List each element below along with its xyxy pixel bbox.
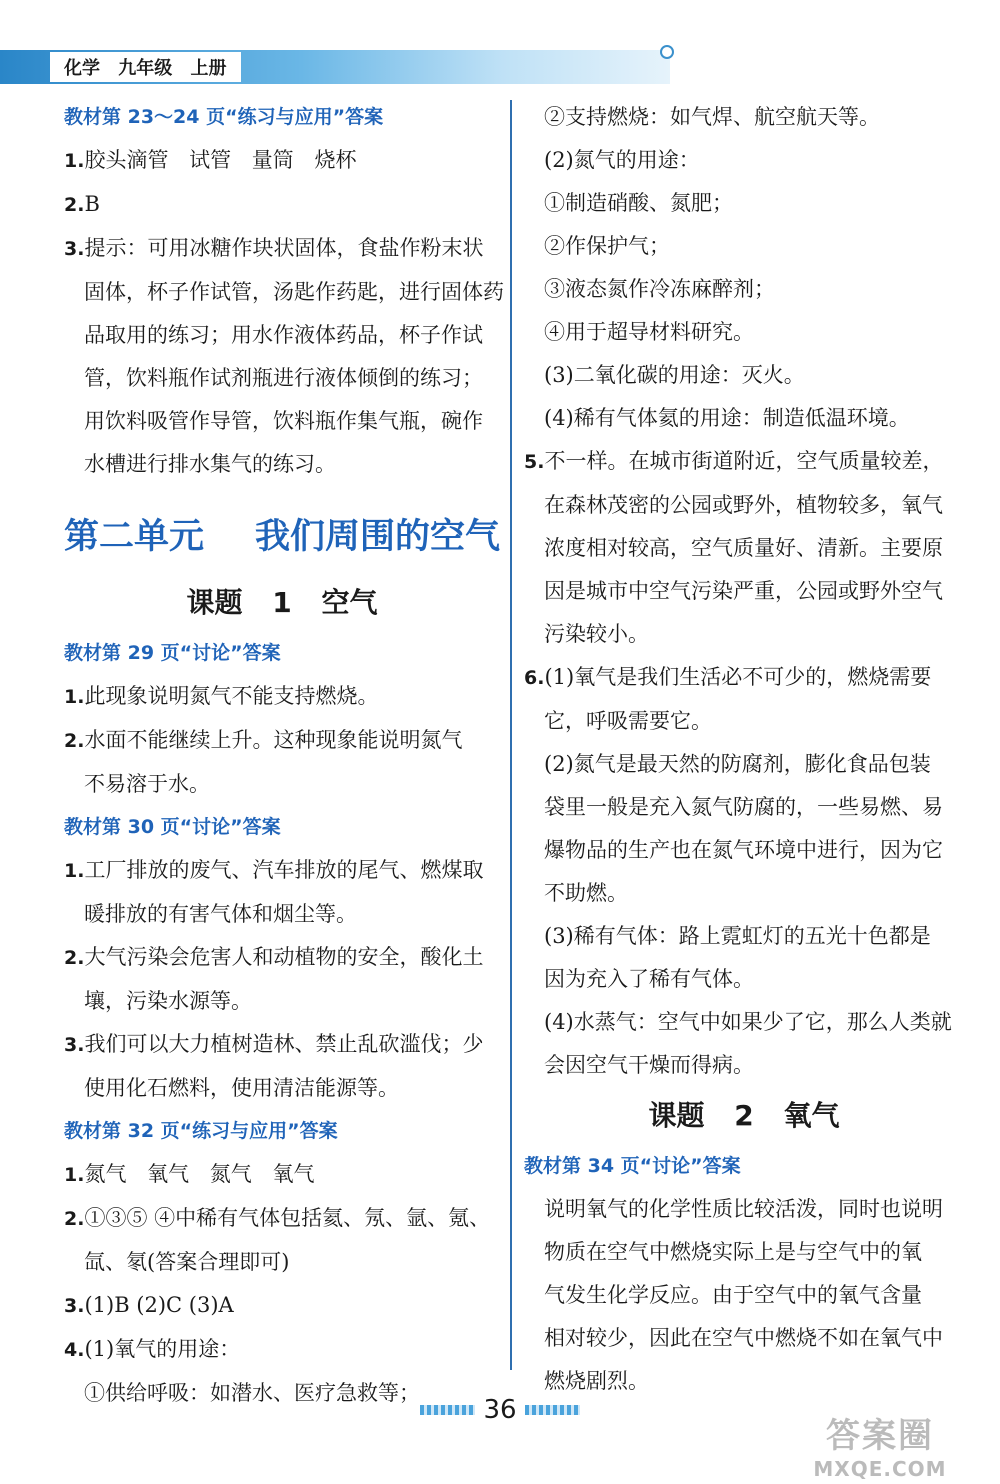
item-text: ③液态氮作冷冻麻醉剂； (544, 277, 775, 301)
item-text: (2)氮气是最天然的防腐剂，膨化食品包装 (544, 752, 931, 776)
section-heading: 教材第 29 页“讨论”答案 (64, 642, 281, 664)
book-title: 化学 九年级 上册 (50, 52, 241, 82)
item-text: 水面不能继续上升。这种现象能说明氮气 (84, 728, 463, 752)
item-text: (1)B (2)C (3)A (84, 1293, 234, 1317)
lesson-title: 课题 2 氧气 (648, 1099, 840, 1132)
item-text: 因为充入了稀有气体。 (544, 967, 754, 991)
answer-item (524, 440, 964, 656)
item-text: 大气污染会危害人和动植物的安全，酸化土 (84, 945, 484, 969)
left-column (64, 96, 504, 1415)
answer-item (64, 183, 500, 227)
item-text: 用饮料吸管作导管，饮料瓶作集气瓶，碗作 (84, 409, 483, 433)
answer-item (64, 936, 500, 1023)
item-text: 提示：可用冰糖作块状固体，食盐作粉末状 (84, 236, 484, 260)
item-text: 品取用的练习；用水作液体药品，杯子作试 (84, 323, 483, 347)
item-text: 浓度相对较高，空气质量好、清新。主要原 (544, 536, 943, 560)
item-text: 袋里一般是充入氮气防腐的，一些易燃、易 (544, 795, 943, 819)
unit-title (64, 500, 500, 574)
section-heading: 教材第 30 页“讨论”答案 (64, 816, 281, 838)
item-text: (3)二氧化碳的用途：灭火。 (544, 363, 805, 387)
item-number: 3. (64, 238, 85, 260)
item-text: 工厂排放的废气、汽车排放的尾气、燃煤取 (84, 858, 484, 882)
item-text: (4)稀有气体氦的用途：制造低温环境。 (544, 406, 910, 430)
item-text: 水槽进行排水集气的练习。 (84, 452, 336, 476)
item-text: ①供给呼吸：如潜水、医疗急救等； (84, 1381, 420, 1405)
item-text: 壤，污染水源等。 (84, 989, 252, 1013)
section-heading: 教材第 32 页“练习与应用”答案 (64, 1120, 338, 1142)
item-text: 此现象说明氮气不能支持燃烧。 (84, 684, 379, 708)
answer-item (64, 227, 504, 486)
item-text: (3)稀有气体：路上霓虹灯的五光十色都是 (544, 924, 931, 948)
item-text: 管，饮料瓶作试剂瓶进行液体倾倒的练习； (84, 366, 483, 390)
answer-item (64, 1023, 500, 1110)
item-text: (1)氧气是我们生活必不可少的，燃烧需要 (544, 665, 932, 689)
item-text: 爆物品的生产也在氮气环境中进行，因为它 (544, 838, 943, 862)
item-text: ②作保护气； (544, 234, 670, 258)
item-text: ①制造硝酸、氮肥； (544, 191, 733, 215)
item-number: 3. (64, 1295, 85, 1317)
item-text: 说明氧气的化学性质比较活泼，同时也说明 (544, 1197, 943, 1221)
item-number: 6. (524, 667, 545, 689)
item-text: ④用于超导材料研究。 (544, 320, 754, 344)
item-text: 不一样。在城市街道附近，空气质量较差， (544, 449, 944, 473)
item-number: 1. (64, 686, 85, 708)
item-number: 2. (64, 1208, 85, 1230)
answer-item (524, 656, 964, 1087)
unit-name: 我们周围的空气 (254, 517, 500, 557)
item-text: 暖排放的有害气体和烟尘等。 (84, 902, 357, 926)
item-text: 氙、氡(答案合理即可) (84, 1250, 290, 1274)
answer-item (64, 1328, 500, 1372)
answer-item (64, 719, 500, 806)
item-text: (1)氧气的用途： (84, 1337, 241, 1361)
watermark-url: MXQE.COM (813, 1456, 947, 1481)
item-text: 不易溶于水。 (84, 772, 210, 796)
right-column (524, 96, 964, 1403)
answer-item (64, 1284, 500, 1328)
item-text: 胶头滴管 试管 量筒 烧杯 (84, 148, 357, 172)
discussion-answer (524, 1188, 964, 1403)
item-text: 污染较小。 (544, 622, 649, 646)
item-number: 5. (524, 451, 545, 473)
item-number: 1. (64, 860, 85, 882)
item-text: 在森林茂密的公园或野外，植物较多，氧气 (544, 493, 943, 517)
item-text: 氮气 氧气 氮气 氧气 (84, 1162, 315, 1186)
item-text: 相对较少，因此在空气中燃烧不如在氧气中 (544, 1326, 943, 1350)
answer-item (64, 1197, 500, 1284)
item-text: 气发生化学反应。由于空气中的氧气含量 (544, 1283, 922, 1307)
item-number: 1. (64, 1164, 85, 1186)
item-text: ②支持燃烧：如气焊、航空航天等。 (544, 105, 880, 129)
item-text: 物质在空气中燃烧实际上是与空气中的氧 (544, 1240, 922, 1264)
item-text: ①③⑤ ④中稀有气体包括氦、氖、氩、氪、 (84, 1206, 491, 1230)
header-circle-icon (660, 45, 674, 59)
item-number: 1. (64, 150, 85, 172)
item-text: 它，呼吸需要它。 (544, 709, 712, 733)
item-text: 不助燃。 (544, 881, 628, 905)
item-text: 固体，杯子作试管，汤匙作药匙，进行固体药 (84, 280, 504, 304)
footer-ornament (525, 1405, 580, 1415)
item-number: 3. (64, 1034, 85, 1056)
item-text: B (84, 192, 100, 216)
unit-number: 第二单元 (64, 517, 205, 557)
item-number: 4. (64, 1339, 85, 1361)
watermark-text: 答案圈 (826, 1415, 934, 1456)
item-number: 2. (64, 730, 85, 752)
item-text: 使用化石燃料，使用清洁能源等。 (84, 1076, 399, 1100)
answer-item (64, 675, 500, 719)
answer-item (64, 1153, 500, 1197)
item-text: (2)氮气的用途： (544, 148, 700, 172)
lesson-title: 课题 1 空气 (186, 586, 378, 619)
item-number: 2. (64, 194, 85, 216)
section-heading: 教材第 34 页“讨论”答案 (524, 1155, 741, 1177)
section-heading: 教材第 23～24 页“练习与应用”答案 (64, 106, 384, 128)
item-number: 2. (64, 947, 85, 969)
item-text: 因是城市中空气污染严重，公园或野外空气 (544, 579, 943, 603)
answer-item (64, 849, 500, 936)
answer-item (64, 139, 500, 183)
column-divider (510, 100, 512, 1370)
footer-ornament (420, 1405, 475, 1415)
page-number: 36 (483, 1395, 517, 1425)
item-text: 我们可以大力植树造林、禁止乱砍滥伐；少 (84, 1032, 484, 1056)
item-text: 燃烧剧烈。 (544, 1369, 649, 1393)
watermark-logo (800, 1405, 960, 1483)
item-text: (4)水蒸气：空气中如果少了它，那么人类就 (544, 1010, 952, 1034)
item-text: 会因空气干燥而得病。 (544, 1053, 754, 1077)
